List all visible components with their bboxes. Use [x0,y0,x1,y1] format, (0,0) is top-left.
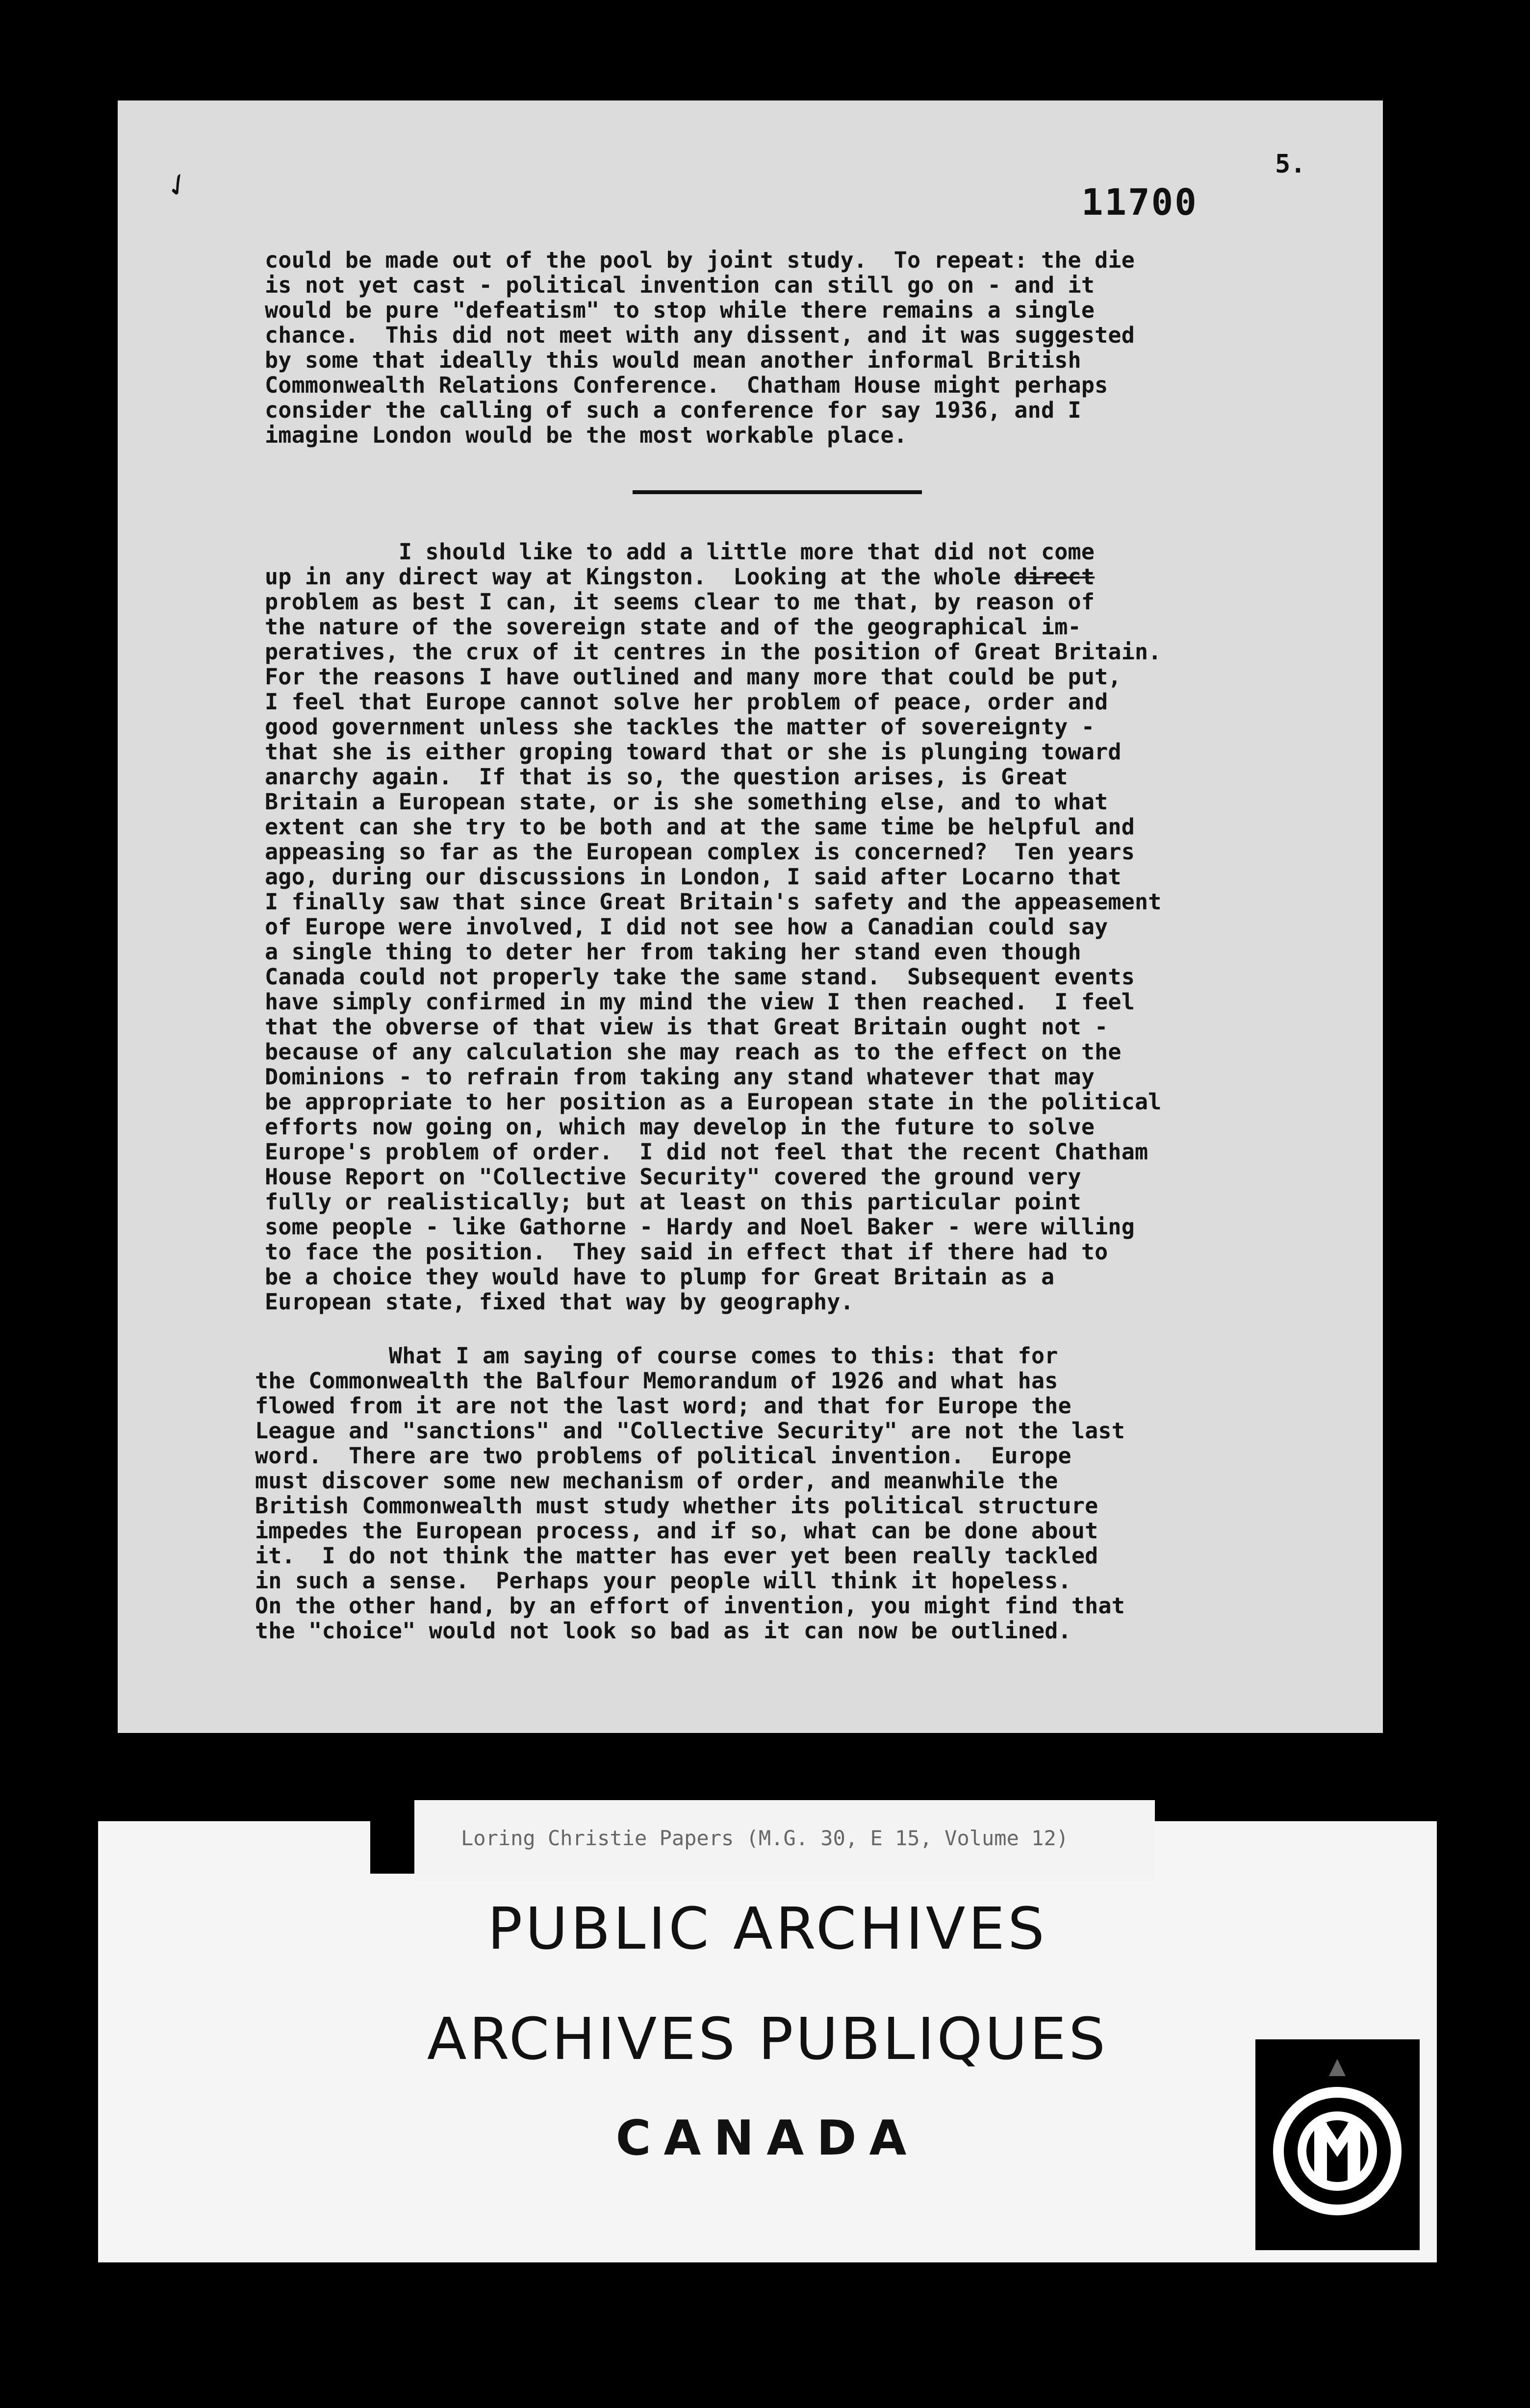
paragraph-2-part-b: problem as best I can, it seems clear to me that, by reason of the nature of the sovereign state and of the geographical im- peratives, the crux of it centres in the position of Great Britain. For the reasons I have outlined and many more that could be put, I feel that Europe cannot solve her problem of peace, order and good government unless she tackles the matter of sovereignty - that she is either groping toward that or she is plunging toward anarchy again. If that is so, the question arises, is Great Britain a European state, or is she something else, and to what extent can she try to be both and at the same time be helpful and appeasing so far as the European complex is concerned? Ten years ago, during our discussions in London, I said after Locarno that I finally saw that since Great Britain's safety and the appeasement of Europe were involved, I did not see how a Canadian could say a single thing to deter her from taking her stand even though Canada could not properly take the same stand. Subsequent events have simply confirmed in my mind the view I then reached. I feel that the obverse of that view is that Great Britain ought not - because of any calculation she may reach as to the effect on the Dominions - to refrain from taking any stand whatever that may be appropriate to her position as a European state in the political efforts now going on, which may develop in the future to solve Europe's problem of order. I did not feel that the recent Chatham House Report on "Collective Security" covered the ground very fully or realistically; but at least on this particular point some people - like Gathorne - Hardy and Noel Baker - were willing to face the position. They said in effect that if there had to be a choice they would have to plump for Great Britain as a European state, fixed that way by geography. [265,589,1162,1315]
pencil-mark-icon: ✓ [158,161,196,207]
struck-word: direct [1014,564,1095,590]
document-page [118,100,1383,1733]
archives-title-fr: ARCHIVES PUBLIQUES [427,2005,1108,2073]
section-divider [633,490,922,494]
archives-card [98,1821,1437,2262]
paragraph-2 [265,539,1162,1314]
document-number: 11700 [1081,181,1198,224]
collection-label-text: Loring Christie Papers (M.G. 30, E 15, Volume 12) [461,1826,1069,1850]
paragraph-1: could be made out of the pool by joint study. To repeat: the die is not yet cast - political invention can still go on - and it would be pure "defeatism" to stop while there remains a single chance. This did not meet with any dissent, and it was suggested by some that ideally this would mean another informal British Commonwealth Relations Conference. Chatham House might perhaps consider the calling of such a conference for say 1936, and I imagine London would be the most workable place. [265,247,1135,448]
paragraph-3: What I am saying of course comes to this: that for the Commonwealth the Balfour Memorandum of 1926 and what has flowed from it are not the last word; and that for Europe the League and "sanctions" and "Collective Security" are not the last word. There are two problems of political invention. Europe must discover some new mechanism of order, and meanwhile the British Commonwealth must study whether its political structure impedes the European process, and if so, what can be done about it. I do not think the matter has ever yet been really tackled in such a sense. Perhaps your people will think it hopeless. On the other hand, by an effort of invention, you might find that the "choice" would not look so bad as it can now be outlined. [255,1343,1125,1644]
page-number: 5. [1275,150,1306,179]
paragraph-2-part-a: I should like to add a little more that did not come up in any direct way at Kingston. Looking at the whole [265,539,1095,590]
archives-title-en: PUBLIC ARCHIVES [487,1895,1047,1962]
archives-canada-logo-icon [1255,2039,1420,2250]
archives-country: CANADA [615,2110,919,2166]
